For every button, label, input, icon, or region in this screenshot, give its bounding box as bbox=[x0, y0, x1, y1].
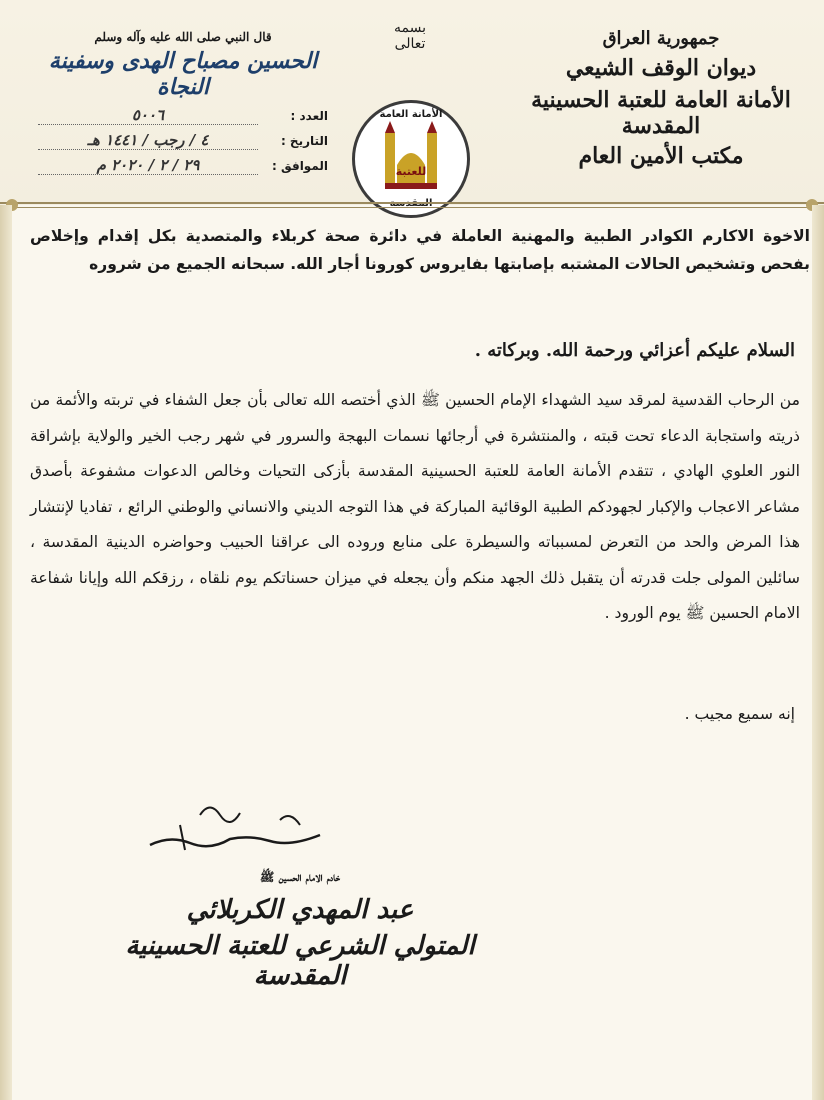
date-label: التاريخ : bbox=[280, 133, 328, 148]
letter-body bbox=[30, 383, 800, 632]
body-paragraph: من الرحاب القدسية لمرقد سيد الشهداء الإمام الحسين ﷺ الذي أختصه الله تعالى بأن جعل الشفاء في تربته والأئمة من ذريته واستجابة الدعاء تحت قبته ، والمنتشرة في أرجائها نسمات البهجة والسرور في شهر رجب الخير والولاية بإشراقة النور العلوي الهادي ، تتقدم الأمانة العامة للعتبة الحسينية المقدسة بأزكى التحيات وخالص الدعوات مشفوعة بأصدق مشاعر الاعجاب والإكبار لجهودكم الطبية الوقائية المباركة في هذا التوجه الديني والانساني والوطني الرائع ، تفاديا لإنتشار هذا المرض والحد من التعرض لمسبباته والسيطرة على منابع وروده الى عراقنا الحبيب وحواضره الدينية المقدسة ، سائلين المولى جلت قدرته أن يتقبل ذلك الجهد منكم وأن يجعله في ميزان حسناتكم يوم نلقاه ، رزقكم الله وإيانا شفاعة الامام الحسين ﷺ يوم الورود . bbox=[30, 391, 800, 622]
signatory-name: عبد المهدي الكربلائي bbox=[186, 895, 414, 925]
corresponding-value: ٢٩ / ٢ / ٢٠٢٠ م bbox=[38, 156, 258, 175]
emblem-top-text: الأمانة العامة bbox=[379, 109, 443, 120]
reference-block bbox=[38, 30, 328, 175]
date-value: ٤ / رجب / ١٤٤١ هـ bbox=[38, 131, 258, 150]
signatory-block bbox=[100, 870, 500, 991]
corresponding-label: الموافق : bbox=[272, 158, 328, 173]
letterhead bbox=[0, 0, 824, 205]
issuer-office: مكتب الأمين العام bbox=[578, 143, 744, 169]
basmala: بسمه تعالى bbox=[394, 20, 426, 52]
emblem-center-text: للعتبة bbox=[395, 165, 427, 178]
number-row bbox=[38, 106, 328, 125]
issuer-secretariat: الأمانة العامة للعتبة الحسينية المقدسة bbox=[531, 87, 791, 139]
closing-line: إنه سميع مجيب . bbox=[684, 705, 795, 723]
number-label: العدد : bbox=[290, 108, 328, 123]
greeting: السلام عليكم أعزائي ورحمة الله. وبركاته . bbox=[474, 340, 795, 361]
number-value: ٥٠٠٦ bbox=[38, 106, 258, 125]
issuer-block bbox=[526, 28, 796, 169]
date-row bbox=[38, 131, 328, 150]
ornamental-divider bbox=[0, 196, 824, 214]
signatory-position: المتولي الشرعي للعتبة الحسينية المقدسة bbox=[125, 931, 475, 991]
corresponding-row bbox=[38, 156, 328, 175]
issuer-diwan: ديوان الوقف الشيعي bbox=[565, 55, 757, 81]
signatory-title: خادم الامام الحسين ﷺ bbox=[259, 870, 341, 884]
left-border-ornament bbox=[0, 205, 12, 1100]
hadith-line: قال النبي صلى الله عليه وآله وسلم bbox=[94, 30, 272, 44]
issuer-country: جمهورية العراق bbox=[602, 28, 720, 49]
right-border-ornament bbox=[812, 205, 824, 1100]
subject-addressee: الاخوة الاكارم الكوادر الطبية والمهنية العاملة في دائرة صحة كربلاء والمتصدية بكل إقدام وإخلاص بفحص وتشخيص الحالات المشتبه بإصابتها بفايروس كورونا أجار الله. سبحانه الجميع من شروره bbox=[30, 227, 810, 273]
motto-line: الحسين مصباح الهدى وسفينة النجاة bbox=[48, 48, 318, 100]
handwritten-signature bbox=[140, 795, 330, 865]
